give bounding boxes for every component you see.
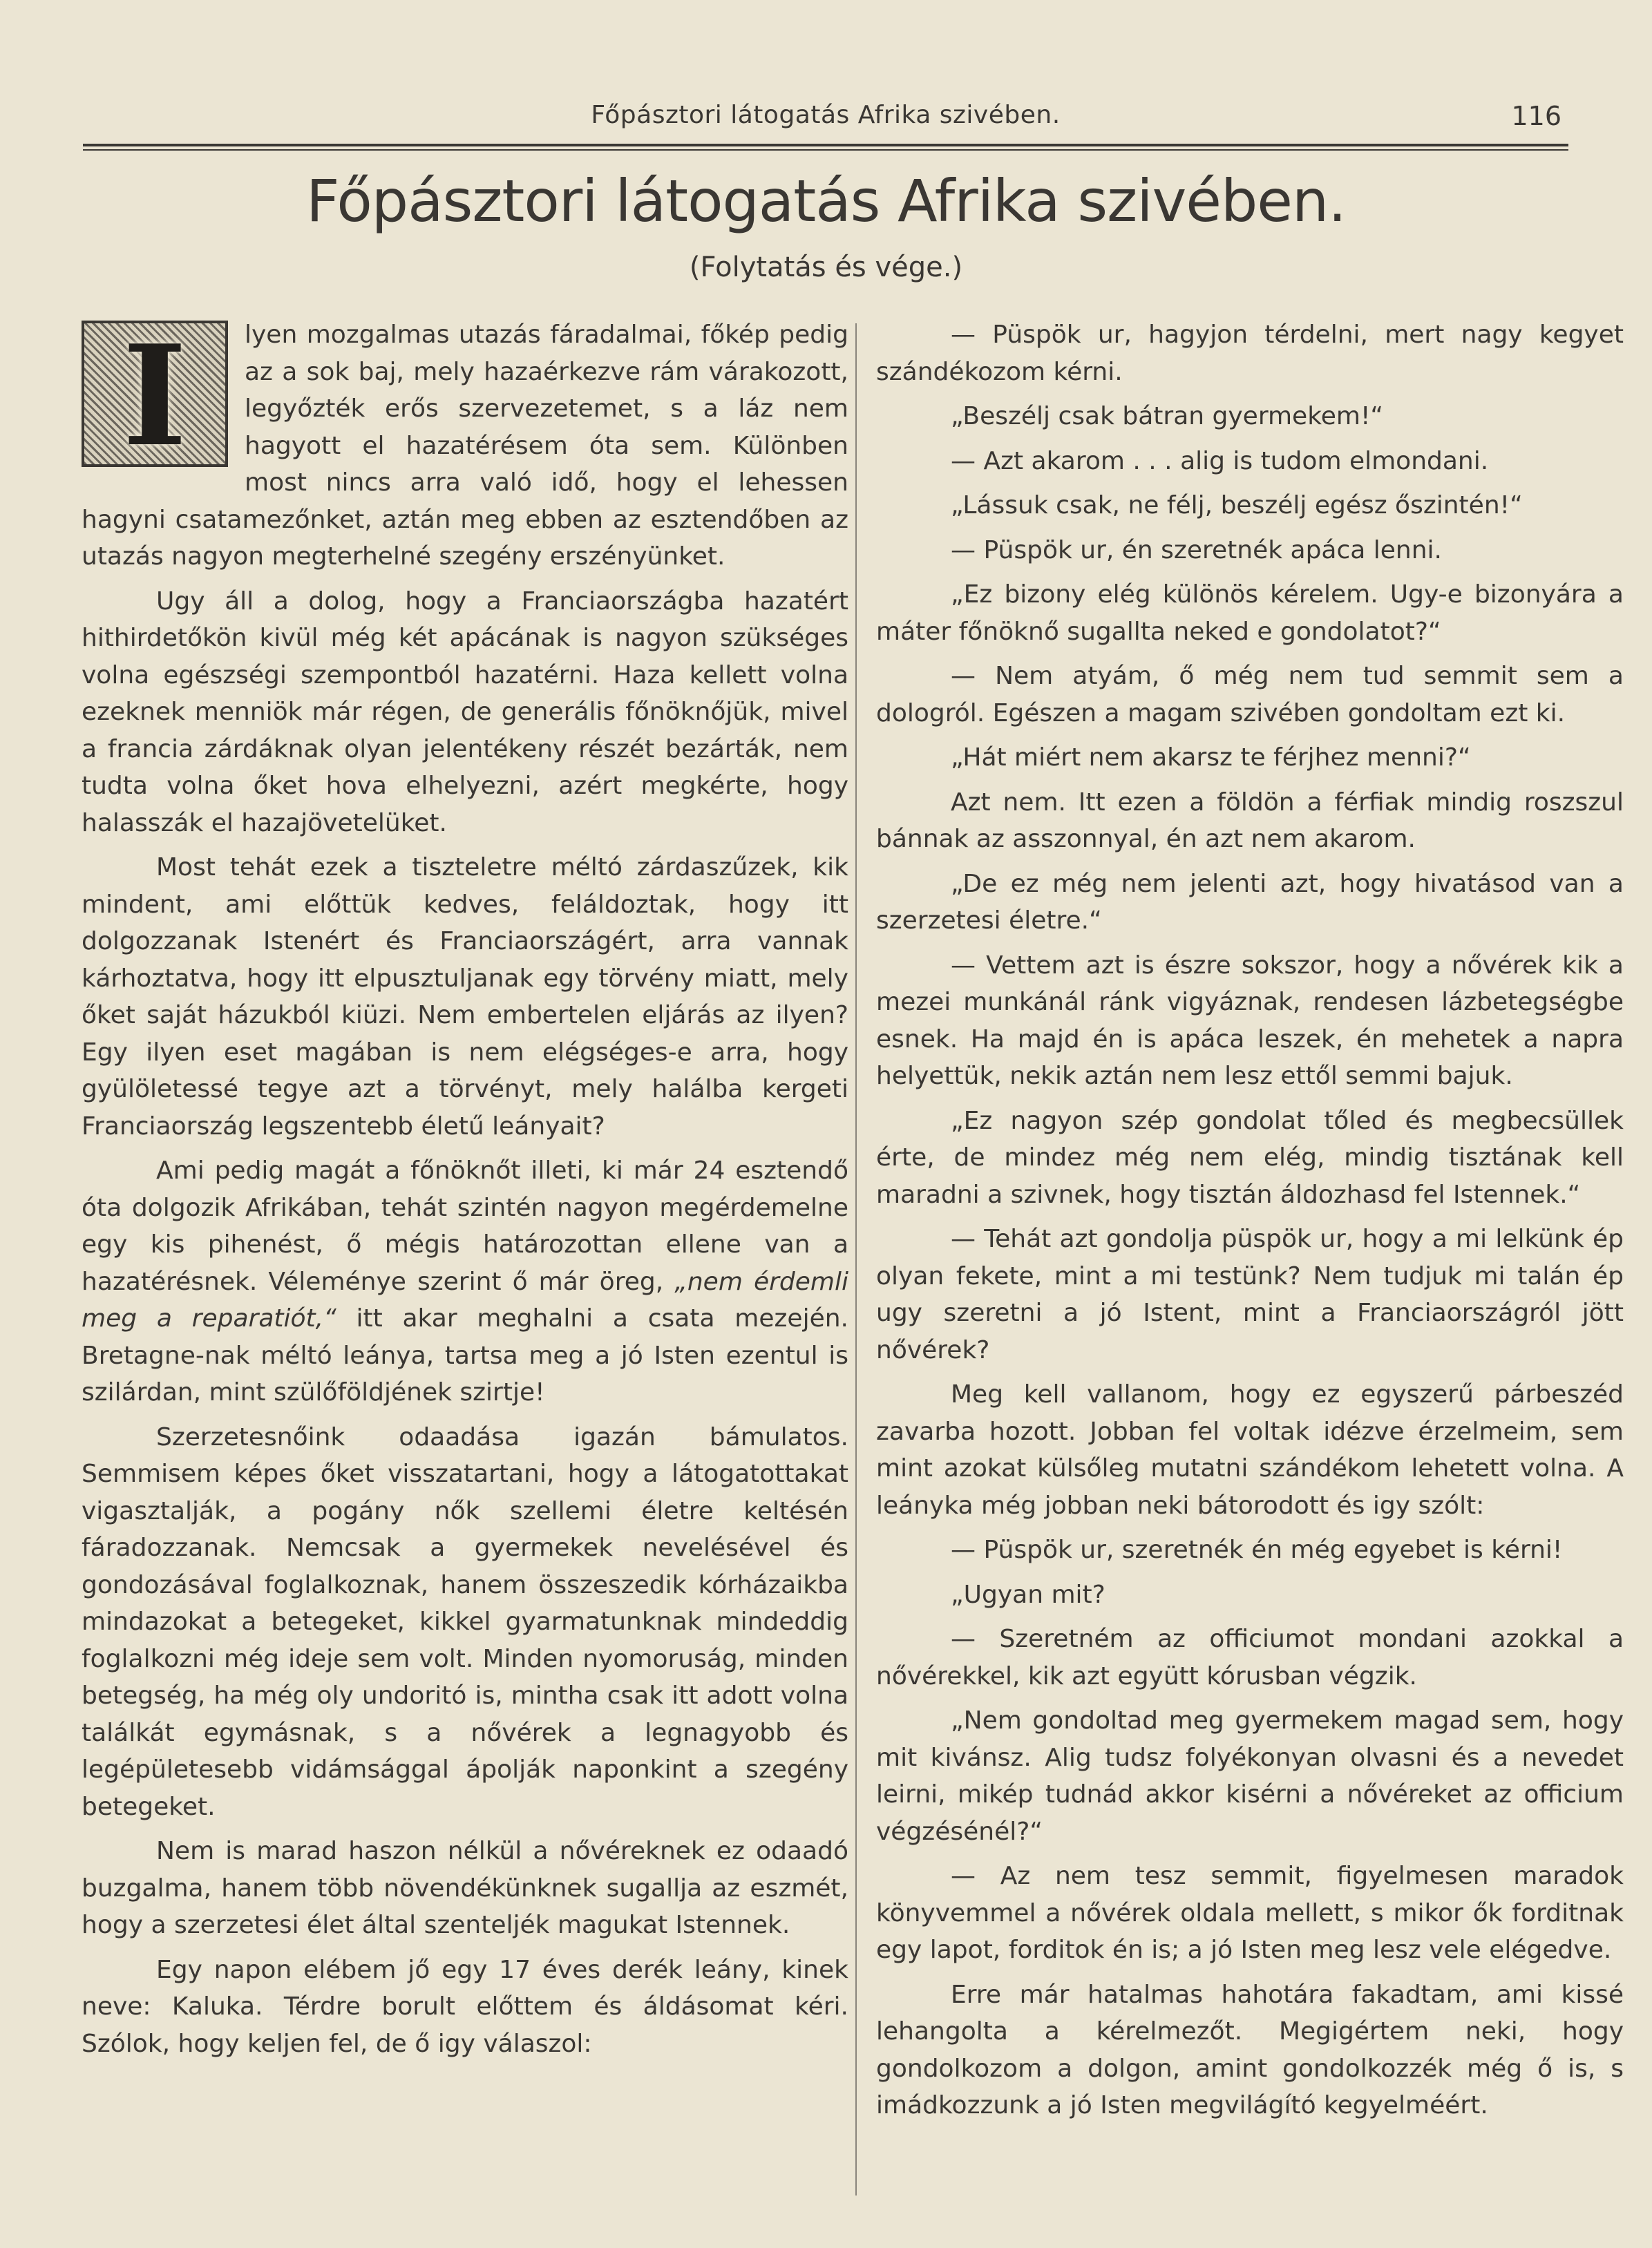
- paragraph: — Tehát azt gondolja püspök ur, hogy a mi lelkünk ép olyan fekete, mint a mi testünk? Nem tudjuk mi talán ép ugy szeretni a jó Istent, mint a Franciaországról jött nővérek?: [876, 1225, 1624, 1364]
- article-title: Főpásztori látogatás Afrika szivében.: [306, 167, 1346, 235]
- paragraph: Egy napon elébem jő egy 17 éves derék leány, kinek neve: Kaluka. Térdre borult előttem és áldásomat kéri. Szólok, hogy keljen fel, de ő igy válaszol:: [82, 1955, 848, 2058]
- paragraph: „Hát miért nem akarsz te férjhez menni?“: [951, 743, 1471, 772]
- paragraph: — Azt akarom . . . alig is tudom elmondani.: [951, 446, 1489, 475]
- paragraph: „Ez bizony elég különös kérelem. Ugy-e bizonyára a máter főnöknő sugallta neked e gondolatot?“: [876, 580, 1624, 646]
- paragraph: „Ez nagyon szép gondolat tőled és megbecsüllek érte, de mindez még nem elég, mindig tisztának kell maradni a szivnek, hogy tisztán áldozhasd fel Istennek.“: [876, 1106, 1624, 1209]
- paragraph: Nem is marad haszon nélkül a nővéreknek ez odaadó buzgalma, hanem több növendékünknek sugallja az eszmét, hogy a szerzetesi élet által szenteljék magukat Istennek.: [82, 1837, 848, 1939]
- paragraph: Ugy áll a dolog, hogy a Franciaországba hazatért hithirdetőkön kivül még két apácának is nagyon szükséges volna egészségi szempontból hazatérni. Haza kellett volna ezeknek menniök már régen, de generális főnöknőjük, mivel a francia zárdáknak olyan jelentékeny részét bezárták, nem tudta volna őket hova elhelyezni, azért megkérte, hogy halasszák el hazajövetelüket.: [82, 587, 848, 837]
- paragraph: — Nem atyám, ő még nem tud semmit sem a dologról. Egészen a magam szivében gondoltam ezt ki.: [876, 662, 1624, 727]
- paragraph: — Az nem tesz semmit, figyelmesen maradok könyvemmel a nővérek oldala mellett, s mikor ők forditnak egy lapot, forditok én is; a jó Isten meg lesz vele elégedve.: [876, 1862, 1624, 1964]
- column-divider: [855, 323, 857, 2195]
- paragraph: Erre már hatalmas hahotára fakadtam, ami kissé lehangolta a kérelmezőt. Megigértem neki, hogy gondolkozom a dolgon, amint gondolkozzék még ő is, s imádkozzunk a jó Isten megvilágító kegyelméért.: [876, 1980, 1624, 2120]
- paragraph-text: itt akar meghalni a csata mezején. Bretagne-nak méltó leánya, tartsa meg a jó Isten ezentul is szilárdan, mint szülőföldjének szirtje!: [82, 1304, 848, 1407]
- dropcap-letter: I: [122, 316, 187, 477]
- right-column: [876, 316, 1624, 2202]
- paragraph: Azt nem. Itt ezen a földön a férfiak mindig roszszul bánnak az asszonnyal, én azt nem akarom.: [876, 788, 1624, 853]
- paragraph: [82, 1152, 848, 1411]
- paragraph: Meg kell vallanom, hogy ez egyszerű párbeszéd zavarba hozott. Jobban fel voltak idézve érzelmeim, sem mint azokat külsőleg mutatni szándékom lehetett volna. A leányka még jobban neki bátorodott és igy szólt:: [876, 1380, 1624, 1520]
- paragraph: — Szeretném az officiumot mondani azokkal a nővérekkel, kik azt együtt kórusban végzik.: [876, 1625, 1624, 1690]
- paragraph: „De ez még nem jelenti azt, hogy hivatásod van a szerzetesi életre.“: [876, 869, 1624, 935]
- paragraph-text: lyen mozgalmas utazás fáradalmai, főkép pedig az a sok baj, mely hazaérkezve rám várakozott, legyőzték erős szervezetemet, s a láz nem hagyott el hazatérésem óta sem. Különben most nincs arra való idő, hogy el lehessen hagyni csatamezőnket, aztán meg ebben az esztendőben az utazás nagyon megterhelné szegény erszényünket.: [82, 321, 848, 571]
- left-column: [82, 316, 848, 2202]
- paragraph: Szerzetesnőink odaadása igazán bámulatos. Semmisem képes őket visszatartani, hogy a látogatottakat vigasztalják, a pogány nők szellemi életre keltésén fáradozzanak. Nemcsak a gyermekek nevelésével és gondozásával foglalkoznak, hanem összeszedik kórházaikba mindazokat a betegeket, kikkel gyarmatunknak mindeddig foglalkozni még ideje sem volt. Minden nyomoruság, minden betegség, ha még oly undoritó is, mintha csak itt adott volna találkát egymásnak, s a nővérek a legnagyobb és legépületesebb vidámsággal ápolják naponkint a szegény betegeket.: [82, 1422, 848, 1821]
- ornamental-initial: [82, 316, 228, 477]
- paragraph-text: Ami pedig magát a főnöknőt illeti, ki már 24 esztendő óta dolgozik Afrikában, tehát szintén nagyon megérdemelne egy kis pihenést, ő mégis határozottan ellene van a hazatérésnek. Véleménye szerint ő már öreg,: [82, 1156, 848, 1296]
- paragraph: „Ugyan mit?: [951, 1580, 1105, 1609]
- paragraph: „Nem gondoltad meg gyermekem magad sem, hogy mit kivánsz. Alig tudsz folyékonyan olvasni és a nevedet leirni, mikép tudnád akkor kisérni a nővéreket az officium végzésénél?“: [876, 1706, 1624, 1846]
- article-subtitle: (Folytatás és vége.): [689, 251, 963, 283]
- paragraph: — Püspök ur, szeretnék én még egyebet is kérni!: [951, 1536, 1563, 1564]
- running-title: Főpásztori látogatás Afrika szivében.: [591, 101, 1061, 129]
- paragraph: — Püspök ur, én szeretnék apáca lenni.: [951, 535, 1442, 564]
- page-number: 116: [1511, 101, 1561, 131]
- paragraph: — Püspök ur, hagyjon térdelni, mert nagy kegyet szándékozom kérni.: [876, 321, 1624, 386]
- header-rule-thick: [83, 144, 1568, 146]
- header-rule-thin: [83, 149, 1568, 151]
- paragraph: Most tehát ezek a tiszteletre méltó zárdaszűzek, kik mindent, ami előttük kedves, feláldoztak, hogy itt dolgozzanak Istenért és Franciaországért, arra vannak kárhoztatva, hogy itt elpusztuljanak egy törvény miatt, mely őket saját házukból kiüzi. Nem embertelen eljárás az ilyen? Egy ilyen eset magában is nem elégséges-e arra, hogy gyülöletessé tegye azt a törvényt, mely halálba kergeti Franciaország legszentebb életű leányait?: [82, 853, 848, 1141]
- paragraph: „Lássuk csak, ne félj, beszélj egész őszintén!“: [951, 491, 1523, 520]
- paragraph: [82, 316, 848, 575]
- paragraph: „Beszélj csak bátran gyermekem!“: [951, 402, 1384, 430]
- italic-quote: „nem érdemli meg a reparatiót,“: [82, 1267, 848, 1333]
- paragraph: — Vettem azt is észre sokszor, hogy a nővérek kik a mezei munkánál ránk vigyáznak, rendesen lázbetegségbe esnek. Ha majd én is apáca leszek, én mehetek a napra helyettük, nekik aztán nem lesz ettől semmi bajuk.: [876, 951, 1624, 1090]
- running-header: [83, 97, 1568, 138]
